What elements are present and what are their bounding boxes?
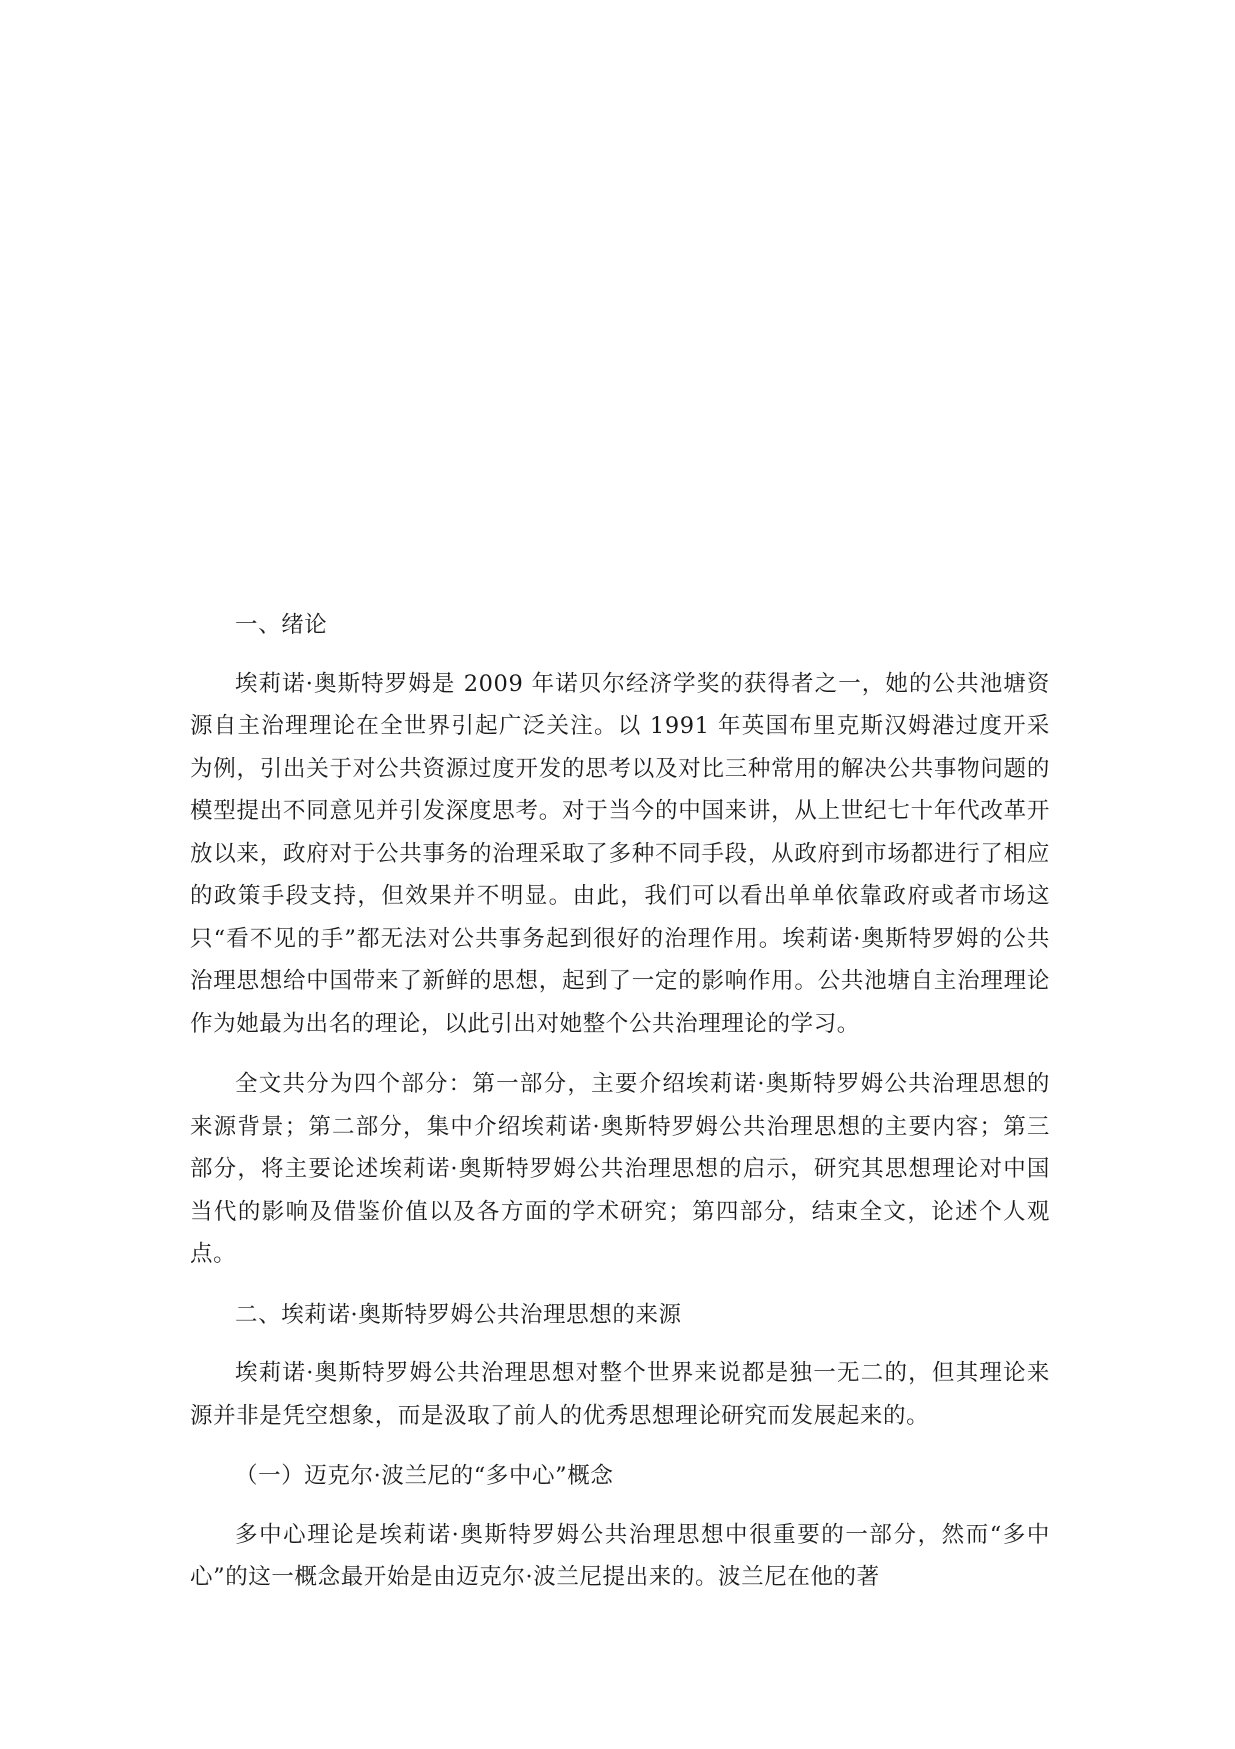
subsection-heading-polycentric: （一）迈克尔·波兰尼的“多中心”概念 (235, 1463, 614, 1489)
paragraph-polycentric: 多中心理论是埃莉诺·奥斯特罗姆公共治理思想中很重要的一部分，然而“多中心”的这一概念最开始是由迈克尔·波兰尼提出来的。波兰尼在他的著 (190, 1521, 1050, 1590)
section-heading-sources: 二、埃莉诺·奥斯特罗姆公共治理思想的来源 (235, 1301, 682, 1328)
document-body (190, 604, 1050, 1599)
paragraph-introduction: 埃莉诺·奥斯特罗姆是 2009 年诺贝尔经济学奖的获得者之一，她的公共池塘资源自主治理理论在全世界引起广泛关注。以 1991 年英国布里克斯汉姆港过度开采为例，引出关于对公共资源过度开发的思考以及对比三种常用的解决公共事物问题的模型提出不同意见并引发深度思考。对于当今的中国来讲，从上世纪七十年代改革开放以来，政府对于公共事务的治理采取了多种不同手段，从政府到市场都进行了相应的政策手段支持，但效果并不明显。由此，我们可以看出单单依靠政府或者市场这只“看不见的手”都无法对公共事务起到很好的治理作用。埃莉诺·奥斯特罗姆的公共治理思想给中国带来了新鲜的思想，起到了一定的影响作用。公共池塘自主治理理论作为她最为出名的理论，以此引出对她整个公共治理理论的学习。 (190, 670, 1050, 1037)
paragraph-sources-intro: 埃莉诺·奥斯特罗姆公共治理思想对整个世界来说都是独一无二的，但其理论来源并非是凭空想象，而是汲取了前人的优秀思想理论研究而发展起来的。 (190, 1360, 1050, 1429)
section-heading-introduction: 一、绪论 (235, 612, 328, 638)
paragraph-structure-overview: 全文共分为四个部分：第一部分，主要介绍埃莉诺·奥斯特罗姆公共治理思想的来源背景；第二部分，集中介绍埃莉诺·奥斯特罗姆公共治理思想的主要内容；第三部分，将主要论述埃莉诺·奥斯特罗姆公共治理思想的启示，研究其思想理论对中国当代的影响及借鉴价值以及各方面的学术研究；第四部分，结束全文，论述个人观点。 (190, 1071, 1050, 1267)
